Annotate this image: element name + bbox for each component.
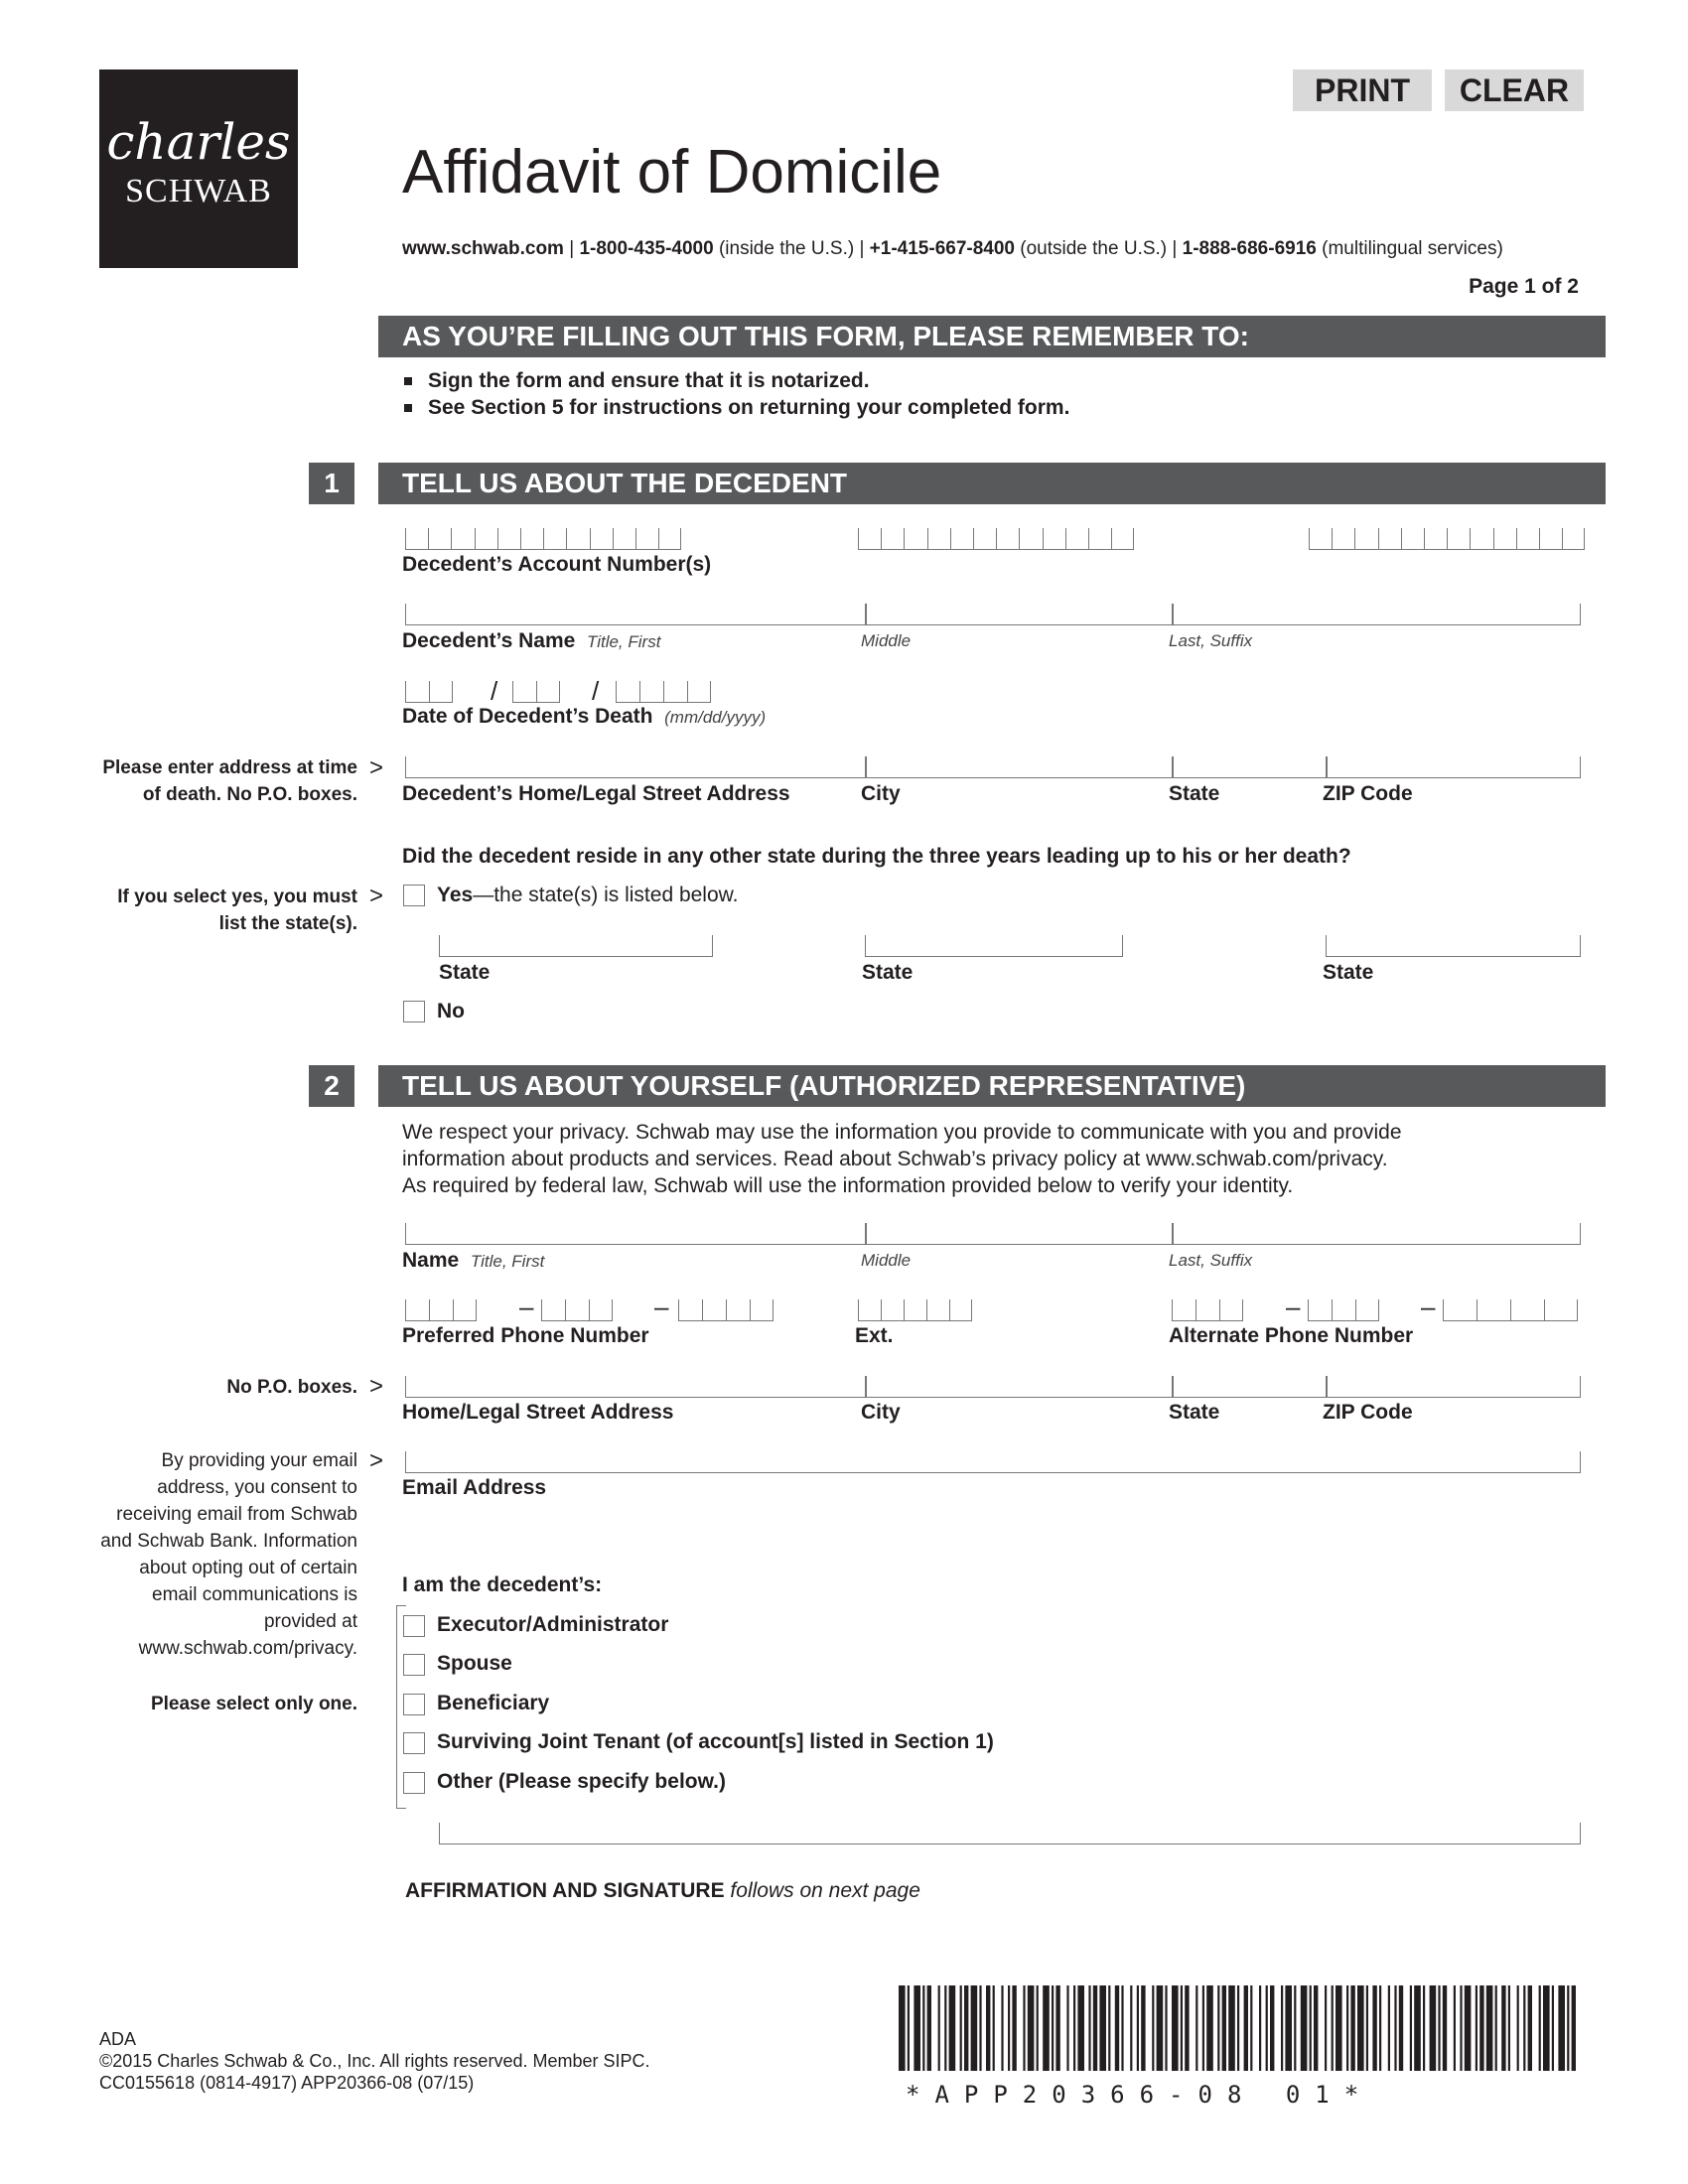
zip-label: ZIP Code bbox=[1323, 782, 1413, 805]
rep-address-field[interactable] bbox=[405, 1376, 1581, 1398]
phone-intl: +1-415-667-8400 bbox=[869, 238, 1015, 259]
section-1-header: TELL US ABOUT THE DECEDENT bbox=[378, 463, 1606, 504]
state-label: State bbox=[1169, 782, 1220, 805]
joint-tenant-checkbox[interactable] bbox=[403, 1732, 425, 1754]
other-state-label-1: State bbox=[439, 961, 491, 984]
rep-name-field[interactable] bbox=[405, 1223, 1581, 1245]
other-state-field-3[interactable] bbox=[1326, 935, 1581, 957]
phone-dash: – bbox=[519, 1292, 534, 1321]
date-format-hint: (mm/dd/yyyy) bbox=[664, 708, 767, 727]
schwab-logo bbox=[99, 69, 298, 268]
page-number: Page 1 of 2 bbox=[1469, 275, 1579, 298]
field-divider bbox=[865, 604, 867, 625]
field-divider bbox=[1172, 756, 1174, 778]
other-option: Other (Please specify below.) bbox=[437, 1770, 726, 1793]
executor-option: Executor/Administrator bbox=[437, 1613, 669, 1636]
field-divider bbox=[1326, 1376, 1328, 1398]
reminder-item: See Section 5 for instructions on returning your completed form. bbox=[402, 394, 1069, 421]
section-1-number: 1 bbox=[309, 463, 354, 504]
privacy-statement: We respect your privacy. Schwab may use the information you provide to communicate with you and provide information about products and services. Read about Schwab’s privacy policy at www.schwab.com/privacy. As required by federal law, Schwab will use the information provided below to verify your identity. bbox=[402, 1121, 1402, 1197]
footer bbox=[99, 2028, 650, 2094]
account-number-label: Decedent’s Account Number(s) bbox=[402, 553, 712, 576]
other-state-label-2: State bbox=[862, 961, 914, 984]
logo-line-2: SCHWAB bbox=[125, 173, 272, 209]
page-title: Affidavit of Domicile bbox=[402, 138, 942, 206]
death-date-year[interactable] bbox=[616, 681, 711, 703]
field-divider bbox=[1172, 1223, 1174, 1245]
section-2-header: TELL US ABOUT YOURSELF (AUTHORIZED REPRESENTATIVE) bbox=[378, 1065, 1606, 1107]
email-label: Email Address bbox=[402, 1476, 547, 1499]
next-page-note: AFFIRMATION AND SIGNATURE follows on next page bbox=[405, 1879, 920, 1902]
clear-button[interactable]: CLEAR bbox=[1445, 69, 1584, 111]
chevron-right-icon: > bbox=[369, 883, 384, 909]
email-field[interactable] bbox=[405, 1451, 1581, 1473]
email-consent-note: By providing your email address, you consent to receiving email from Schwab and Schwab Bank. Information about opting out of certain email communications is provided at www.schwab.com/privacy. bbox=[100, 1450, 357, 1659]
field-divider bbox=[865, 756, 867, 778]
other-state-question: Did the decedent reside in any other state during the three years leading up to his or her death? bbox=[402, 845, 1351, 868]
barcode-text: *APP20366-08 01* bbox=[906, 2081, 1374, 2109]
decedent-address-field[interactable] bbox=[405, 756, 1581, 778]
alt-phone-prefix[interactable] bbox=[1308, 1299, 1379, 1321]
first-name-hint: Title, First bbox=[586, 632, 661, 651]
other-checkbox[interactable] bbox=[403, 1772, 425, 1794]
other-state-field-1[interactable] bbox=[439, 935, 713, 957]
field-divider bbox=[1172, 604, 1174, 625]
account-number-field-3[interactable] bbox=[1309, 528, 1585, 550]
print-button[interactable]: PRINT bbox=[1293, 69, 1432, 111]
other-specify-field[interactable] bbox=[439, 1823, 1581, 1844]
death-date-day[interactable] bbox=[512, 681, 560, 703]
decedent-name-field[interactable] bbox=[405, 604, 1581, 625]
field-divider bbox=[865, 1376, 867, 1398]
barcode bbox=[899, 1985, 1584, 2071]
footer-copyright: ©2015 Charles Schwab & Co., Inc. All rights reserved. Member SIPC. bbox=[99, 2051, 650, 2071]
date-separator: / bbox=[491, 676, 498, 706]
rep-name-label: Name Title, First bbox=[402, 1249, 545, 1272]
phone-extension[interactable] bbox=[858, 1299, 972, 1321]
phone-label: Preferred Phone Number bbox=[402, 1324, 649, 1347]
death-date-label: Date of Decedent’s Death (mm/dd/yyyy) bbox=[402, 705, 767, 728]
executor-checkbox[interactable] bbox=[403, 1615, 425, 1637]
phone-line[interactable] bbox=[678, 1299, 774, 1321]
phone-area-code[interactable] bbox=[405, 1299, 477, 1321]
contact-info: www.schwab.com | 1-800-435-4000 (inside the U.S.) | +1-415-667-8400 (outside the U.S.) | 1-888-686-6916 (multilingual services) bbox=[402, 238, 1503, 259]
field-divider bbox=[1172, 1376, 1174, 1398]
no-option: No bbox=[437, 1000, 465, 1023]
chevron-right-icon: > bbox=[369, 1447, 384, 1474]
po-box-note: No P.O. boxes. bbox=[226, 1377, 357, 1398]
no-checkbox[interactable] bbox=[403, 1001, 425, 1023]
yes-checkbox[interactable] bbox=[403, 885, 425, 906]
city-label: City bbox=[861, 1401, 901, 1424]
middle-name-hint: Middle bbox=[861, 631, 912, 650]
decedent-name-label: Decedent’s Name Title, First bbox=[402, 629, 661, 652]
joint-tenant-option: Surviving Joint Tenant (of account[s] listed in Section 1) bbox=[437, 1730, 994, 1753]
date-separator: / bbox=[592, 676, 600, 706]
other-state-field-2[interactable] bbox=[865, 935, 1123, 957]
field-divider bbox=[1326, 756, 1328, 778]
alt-phone-area-code[interactable] bbox=[1172, 1299, 1243, 1321]
other-state-label-3: State bbox=[1323, 961, 1374, 984]
beneficiary-option: Beneficiary bbox=[437, 1692, 550, 1714]
city-label: City bbox=[861, 782, 901, 805]
yes-note: If you select yes, you must list the state(s). bbox=[117, 887, 357, 934]
spouse-checkbox[interactable] bbox=[403, 1654, 425, 1676]
reminder-header: AS YOU’RE FILLING OUT THIS FORM, PLEASE REMEMBER TO: bbox=[378, 316, 1606, 357]
phone-prefix[interactable] bbox=[541, 1299, 613, 1321]
middle-name-hint: Middle bbox=[861, 1251, 912, 1270]
first-name-hint: Title, First bbox=[470, 1252, 545, 1271]
state-label: State bbox=[1169, 1401, 1220, 1424]
reminder-list bbox=[402, 367, 1069, 421]
ext-label: Ext. bbox=[855, 1324, 894, 1347]
footer-form-codes: CC0155618 (0814-4917) APP20366-08 (07/15) bbox=[99, 2073, 475, 2093]
yes-option: Yes—the state(s) is listed below. bbox=[437, 884, 739, 906]
website: www.schwab.com bbox=[402, 238, 564, 259]
phone-us: 1-800-435-4000 bbox=[579, 238, 714, 259]
alt-phone-line[interactable] bbox=[1443, 1299, 1578, 1321]
field-divider bbox=[865, 1223, 867, 1245]
phone-dash: – bbox=[1286, 1292, 1301, 1321]
account-number-field-1[interactable] bbox=[405, 528, 681, 550]
alt-phone-label: Alternate Phone Number bbox=[1169, 1324, 1414, 1347]
logo-line-1: charles bbox=[106, 113, 291, 171]
relationship-label: I am the decedent’s: bbox=[402, 1573, 603, 1596]
rep-address-label: Home/Legal Street Address bbox=[402, 1401, 674, 1424]
address-note: Please enter address at time of death. No P.O. boxes. bbox=[102, 757, 357, 805]
section-2-number: 2 bbox=[309, 1065, 354, 1107]
last-name-hint: Last, Suffix bbox=[1169, 631, 1253, 650]
beneficiary-checkbox[interactable] bbox=[403, 1694, 425, 1715]
footer-ada: ADA bbox=[99, 2029, 137, 2049]
select-one-note: Please select only one. bbox=[150, 1694, 357, 1714]
zip-label: ZIP Code bbox=[1323, 1401, 1413, 1424]
death-date-month[interactable] bbox=[405, 681, 453, 703]
phone-dash: – bbox=[654, 1292, 669, 1321]
phone-multilingual: 1-888-686-6916 bbox=[1182, 238, 1317, 259]
last-name-hint: Last, Suffix bbox=[1169, 1251, 1253, 1270]
chevron-right-icon: > bbox=[369, 754, 384, 781]
spouse-option: Spouse bbox=[437, 1652, 512, 1675]
reminder-item: Sign the form and ensure that it is notarized. bbox=[402, 367, 1069, 394]
phone-dash: – bbox=[1421, 1292, 1436, 1321]
decedent-address-label: Decedent’s Home/Legal Street Address bbox=[402, 782, 790, 805]
account-number-field-2[interactable] bbox=[858, 528, 1134, 550]
chevron-right-icon: > bbox=[369, 1373, 384, 1400]
